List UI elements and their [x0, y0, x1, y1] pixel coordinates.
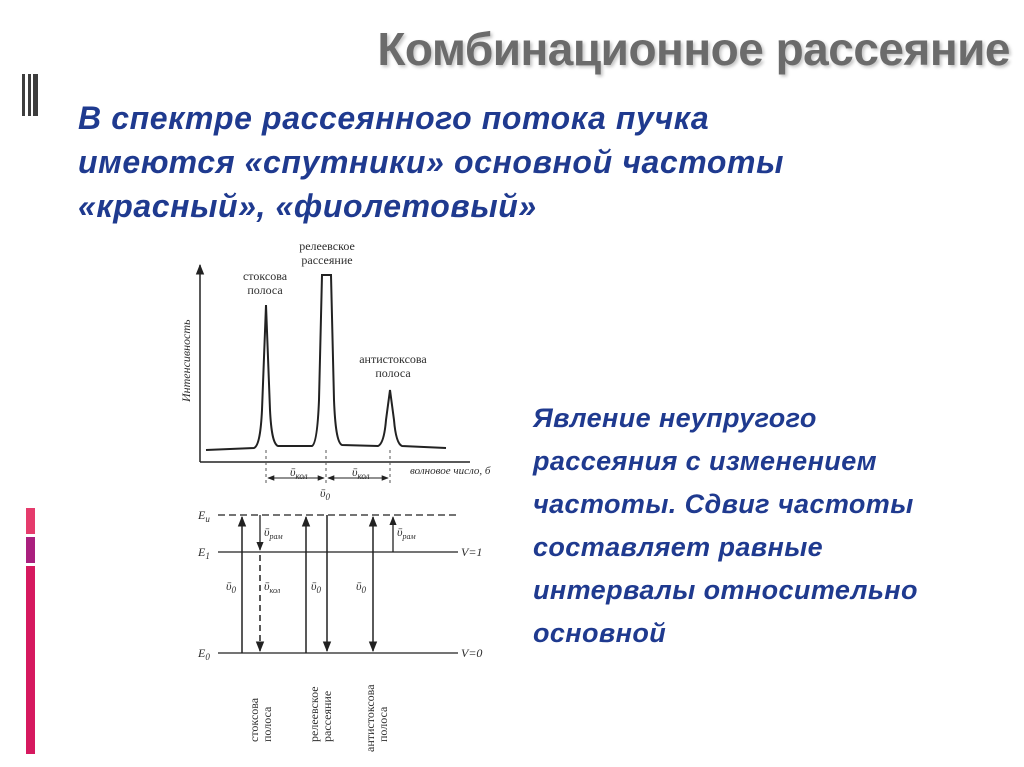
rayleigh-peak-label-line: рассеяние	[301, 253, 353, 267]
subtitle-line: «красный», «фиолетовый»	[78, 188, 537, 224]
bottom-label-rayleigh-line: релеевское	[307, 686, 321, 742]
energy-level-diagram	[197, 508, 482, 752]
level-label-bottom: $E_0$	[198, 646, 210, 662]
v0-stokes-label: ῡ$_0$	[226, 579, 237, 595]
description-line: составляет равные	[533, 532, 824, 562]
subtitle-line: В спектре рассеянного потока пучка	[78, 100, 710, 136]
rayleigh-peak-label-line: релеевское	[299, 239, 355, 253]
spectrum-plot	[179, 239, 491, 502]
bottom-label-stokes-line: полоса	[260, 706, 274, 742]
v0-label: V=0	[461, 646, 483, 660]
description-line: частоты. Сдвиг частоты	[533, 489, 914, 519]
bottom-label-stokes-line: стоксова	[247, 697, 261, 742]
slide-title: Комбинационное рассеяние	[377, 23, 1010, 75]
description-line: интервалы относительно	[533, 575, 918, 605]
bottom-label-antistokes-line: антистоксова	[363, 684, 377, 752]
v0-antistokes-label: ῡ$_0$	[356, 579, 367, 595]
v1-label: V=1	[461, 545, 483, 559]
stokes-peak-label-line: стоксова	[242, 269, 288, 283]
description-line: основной	[533, 618, 667, 648]
kol-label: ῡ$_{кол}$	[264, 579, 281, 595]
subtitle-line: имеются «спутники» основной частоты	[78, 144, 785, 180]
ram-label-left: ῡ$_{рам}$	[264, 525, 283, 541]
description-line: Явление неупругого	[533, 403, 817, 433]
antistokes-peak-label-line: антистоксова	[359, 352, 427, 366]
bottom-label-rayleigh-line: рассеяние	[320, 690, 334, 742]
level-label-middle: $E_1$	[198, 545, 210, 561]
stokes-peak-label-line: полоса	[247, 283, 283, 297]
center-frequency-label: ῡ$_0$	[320, 486, 331, 502]
ram-label-right: ῡ$_{рам}$	[397, 525, 416, 541]
x-axis-label: волновое число, б	[410, 465, 491, 477]
antistokes-peak-label-line: полоса	[375, 366, 411, 380]
v0-rayleigh-label: ῡ$_0$	[311, 579, 322, 595]
level-label-top: $E_и$	[198, 508, 210, 524]
y-axis-label: Интенсивность	[179, 319, 193, 402]
shift-label-right: ῡ$_{кол}$	[352, 465, 370, 481]
bottom-label-antistokes-line: полоса	[376, 706, 390, 742]
shift-label-left: ῡ$_{кол}$	[290, 465, 308, 481]
description-line: рассеяния с изменением	[533, 446, 877, 476]
